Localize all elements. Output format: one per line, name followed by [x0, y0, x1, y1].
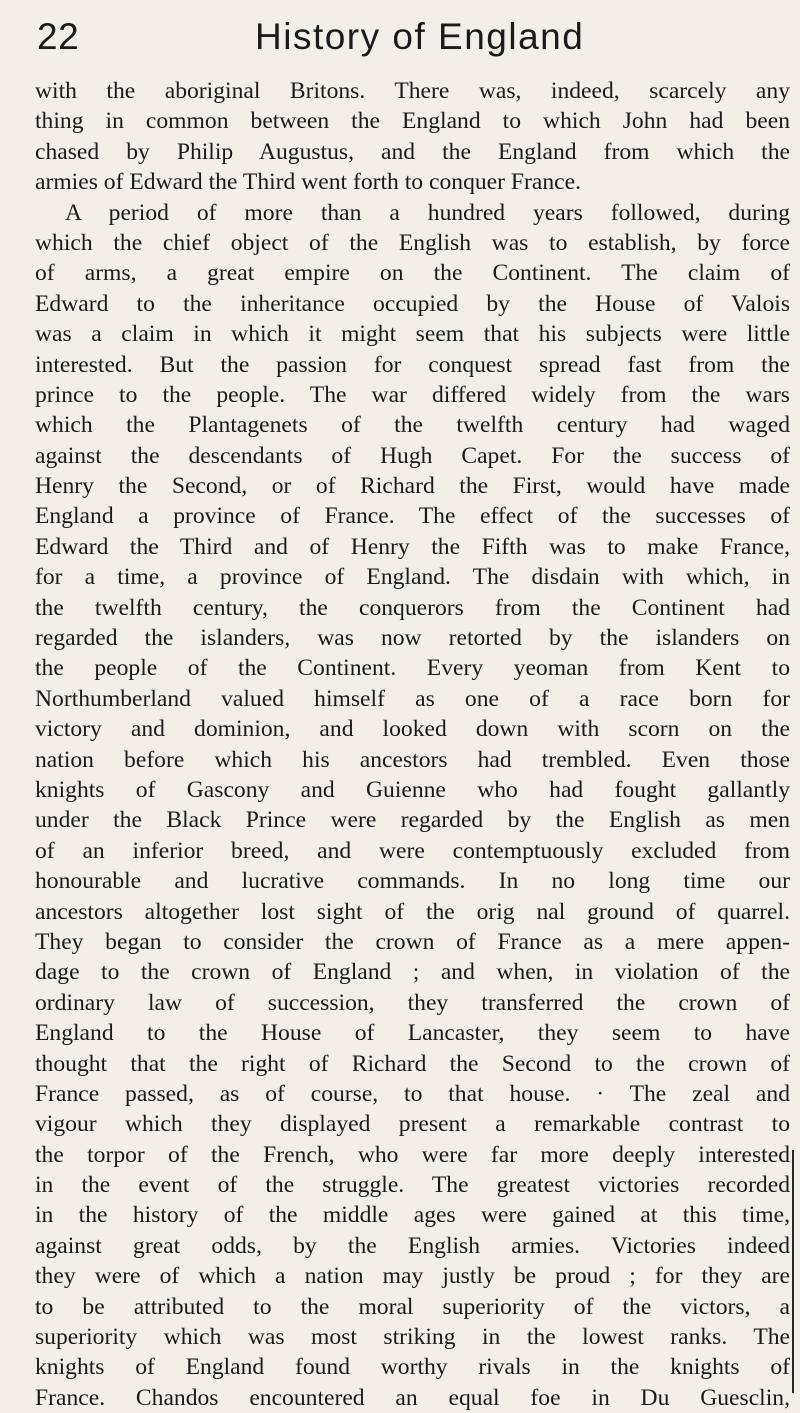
text-line: regarded the islanders, was now retorted by the islanders on — [35, 625, 790, 652]
page-number: 22 — [37, 16, 80, 57]
text-line: nation before which his ancestors had trembled. Even those — [35, 746, 790, 773]
body-text — [35, 76, 790, 1413]
text-line: England a province of France. The effect of the successes of — [35, 503, 790, 530]
text-line: knights of England found worthy rivals in the knights of — [35, 1354, 790, 1381]
text-line: honourable and lucrative commands. In no long time our — [35, 868, 790, 895]
text-line: knights of Gascony and Guienne who had fought gallantly — [35, 776, 790, 803]
text-line: for a time, a province of England. The disdain with which, in — [35, 564, 790, 591]
text-line: against the descendants of Hugh Capet. For the success of — [35, 442, 790, 469]
text-line: interested. But the passion for conquest spread fast from the — [35, 351, 790, 378]
text-line: the twelfth century, the conquerors from the Continent had — [35, 594, 790, 621]
text-line: was a claim in which it might seem that his subjects were little — [35, 321, 790, 348]
text-line: ordinary law of succession, they transferred the crown of — [35, 989, 790, 1016]
text-line: Henry the Second, or of Richard the First, would have made — [35, 473, 790, 500]
text-line: vigour which they displayed present a remarkable contrast to — [35, 1111, 790, 1138]
text-line: France. Chandos encountered an equal foe in Du Guesclin, — [35, 1384, 790, 1411]
text-line: Edward to the inheritance occupied by the House of Valois — [35, 290, 790, 317]
text-line: thing in common between the England to which John had been — [35, 108, 790, 135]
page-edge-shadow — [792, 1150, 794, 1393]
text-line: victory and dominion, and looked down with scorn on the — [35, 716, 790, 743]
running-head-title: History of England — [255, 16, 585, 57]
page — [35, 14, 790, 1413]
text-line: prince to the people. The war differed widely from the wars — [35, 381, 790, 408]
text-line: which the chief object of the English was to establish, by force — [35, 229, 790, 256]
text-line: with the aboriginal Britons. There was, indeed, scarcely any — [35, 78, 790, 104]
text-line: against great odds, by the English armies. Victories indeed — [35, 1232, 790, 1259]
text-line: dage to the crown of England ; and when, in violation of the — [35, 959, 790, 986]
text-line: the torpor of the French, who were far more deeply interested — [35, 1141, 790, 1168]
text-line: armies of Edward the Third went forth to conquer France. — [35, 169, 581, 196]
text-line: Edward the Third and of Henry the Fifth was to make France, — [35, 533, 790, 560]
text-line: of arms, a great empire on the Continent. The claim of — [35, 260, 790, 287]
text-line: under the Black Prince were regarded by the English as men — [35, 807, 790, 834]
text-line: Northumberland valued himself as one of a race born for — [35, 685, 790, 712]
text-line: A period of more than a hundred years followed, during — [65, 199, 790, 226]
text-line: superiority which was most striking in the lowest ranks. The — [35, 1324, 790, 1351]
text-line: they were of which a nation may justly be proud ; for they are — [35, 1263, 790, 1290]
text-line: thought that the right of Richard the Second to the crown of — [35, 1050, 790, 1077]
page-header — [35, 14, 790, 76]
text-line: ancestors altogether lost sight of the orig nal ground of quarrel. — [35, 898, 790, 925]
text-line: England to the House of Lancaster, they seem to have — [35, 1020, 790, 1047]
text-line: to be attributed to the moral superiority of the victors, a — [35, 1293, 790, 1320]
text-line: the people of the Continent. Every yeoman from Kent to — [35, 655, 790, 682]
text-line: in the history of the middle ages were gained at this time, — [35, 1202, 790, 1229]
text-line: chased by Philip Augustus, and the England from which the — [35, 138, 790, 165]
text-line: They began to consider the crown of France as a mere appen- — [35, 928, 790, 955]
text-line: in the event of the struggle. The greatest victories recorded — [35, 1172, 790, 1199]
text-line: France passed, as of course, to that house. · The zeal and — [35, 1080, 790, 1107]
text-line: of an inferior breed, and were contemptuously excluded from — [35, 837, 790, 864]
text-line: which the Plantagenets of the twelfth century had waged — [35, 412, 790, 439]
